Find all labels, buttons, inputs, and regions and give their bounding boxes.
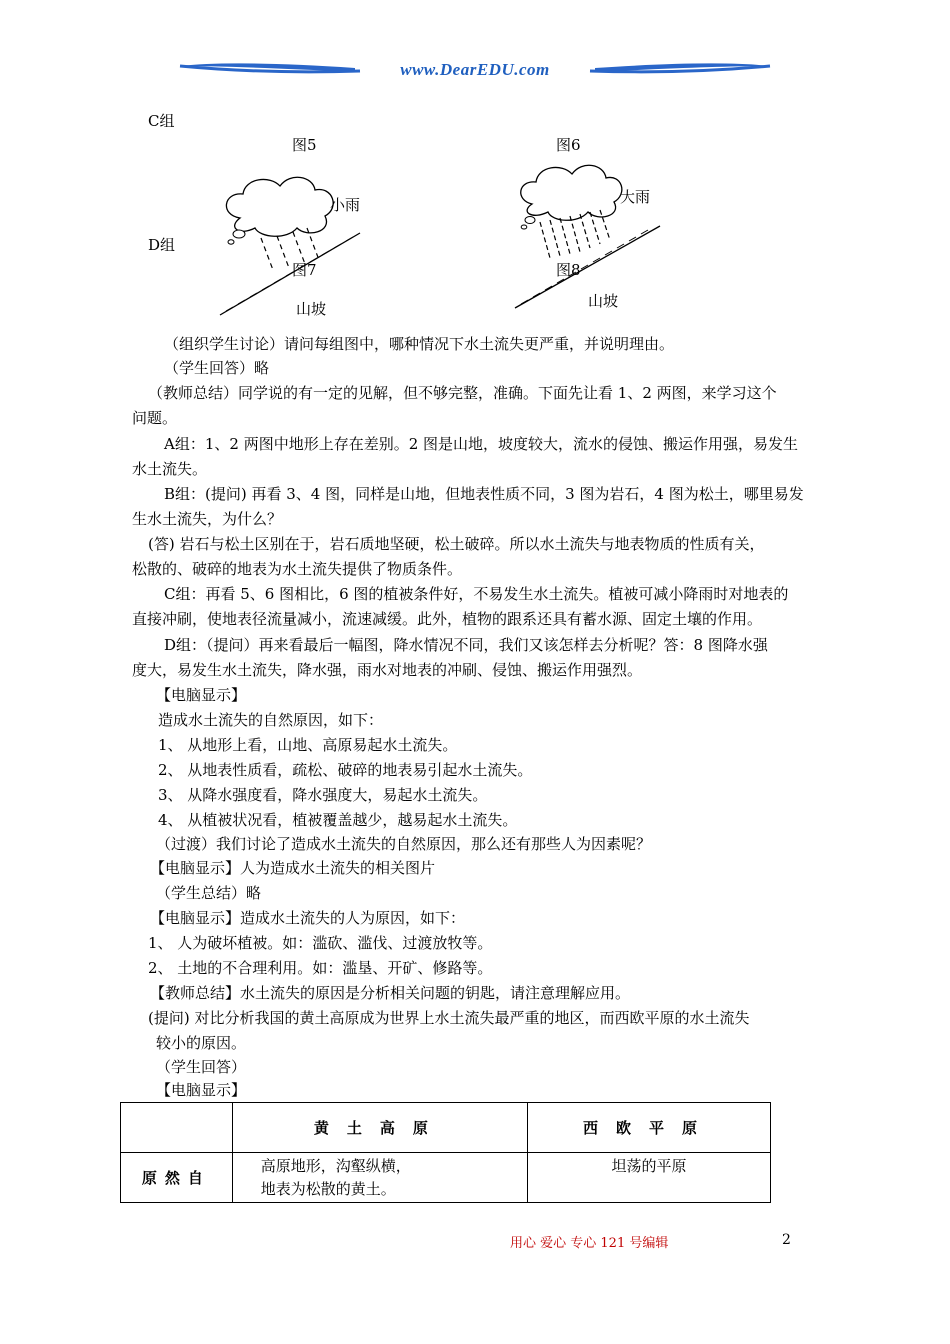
rain-light-label: 小雨	[330, 196, 361, 214]
text-line: 水土流失。	[132, 460, 208, 478]
cloud-icon-heavy	[521, 165, 622, 220]
text-line: C组：再看 5、6 图相比，6 图的植被条件好，不易发生水土流失。植被可减小降雨时对地表的	[164, 585, 789, 603]
text-line: B组：(提问) 再看 3、4 图，同样是山地，但地表性质不同，3 图为岩石，4 图为松土，哪里易发	[164, 485, 804, 503]
row-label-natural: 原然自	[121, 1153, 233, 1203]
cloud-puff-tiny	[228, 240, 234, 244]
text-line: 【电脑显示】造成水土流失的人为原因，如下：	[150, 909, 466, 927]
group-c-label: C组	[148, 112, 175, 130]
text-line: (提问) 对比分析我国的黄土高原成为世界上水土流失最严重的地区，而西欧平原的水土流失	[148, 1009, 750, 1027]
text-line: 3、 从降水强度看，降水强度大，易起水土流失。	[158, 786, 488, 804]
comparison-table	[120, 1102, 771, 1203]
slope-hatching-2	[521, 230, 648, 304]
text-line: 1、 人为破坏植被。如：滥砍、滥伐、过渡放牧等。	[148, 934, 493, 952]
text-line: （组织学生讨论）请问每组图中，哪种情况下水土流失更严重，并说明理由。	[164, 335, 675, 353]
site-url: www.DearEDU.com	[400, 60, 550, 79]
cell-plain-natural: 坦荡的平原	[528, 1153, 771, 1203]
cloud-icon	[226, 177, 333, 236]
cloud-puff-small	[233, 230, 245, 238]
text-line: 造成水土流失的自然原因，如下：	[158, 711, 384, 729]
text-line: A组：1、2 两图中地形上存在差别。2 图是山地，坡度较大，流水的侵蚀、搬运作用强，易发生	[164, 435, 799, 453]
text-line: 直接冲刷，使地表径流量减小，流速减缓。此外，植物的跟系还具有蓄水源、固定土壤的作用。	[132, 610, 763, 628]
text-line: 2、 从地表性质看，疏松、破碎的地表易引起水土流失。	[158, 761, 533, 779]
header-loess-plateau: 黄土高原	[232, 1103, 527, 1153]
fig7-label: 图7	[292, 261, 317, 279]
page-number: 2	[782, 1232, 791, 1248]
text-line: 【教师总结】水土流失的原因是分析相关问题的钥匙，请注意理解应用。	[150, 984, 631, 1002]
fig6-label: 图6	[556, 136, 581, 154]
text-line: 4、 从植被状况看，植被覆盖越少，越易起水土流失。	[158, 811, 518, 829]
cloud-puff-tiny-2	[521, 225, 527, 229]
text-line: (答) 岩石与松土区别在于，岩石质地坚硬，松土破碎。所以水土流失与地表物质的性质有关，	[148, 535, 765, 553]
text-line: 生水土流失，为什么？	[132, 510, 283, 528]
text-line: 【电脑显示】	[156, 1081, 247, 1099]
cloud-puff-small-2	[525, 217, 535, 224]
text-line: 问题。	[132, 409, 178, 427]
slope-right-label: 山坡	[588, 292, 619, 310]
table-header-row	[121, 1103, 771, 1153]
header-west-europe-plain: 西欧平原	[528, 1103, 771, 1153]
text-line: 度大，易发生水土流失，降水强，雨水对地表的冲刷、侵蚀、搬运作用强烈。	[132, 661, 643, 679]
slope-left-label: 山坡	[296, 300, 327, 318]
table-corner-cell	[121, 1103, 233, 1153]
fig8-label: 图8	[556, 261, 581, 279]
text-line: 【电脑显示】人为造成水土流失的相关图片	[150, 859, 436, 877]
text-line: （学生总结）略	[156, 884, 262, 902]
text-line: （过渡）我们讨论了造成水土流失的自然原因，那么还有那些人为因素呢？	[156, 835, 652, 853]
figure7-diagram	[215, 170, 375, 320]
cell-line: 高原地形，沟壑纵横，	[260, 1157, 411, 1175]
text-line: 较小的原因。	[156, 1034, 247, 1052]
header-logo	[175, 52, 775, 88]
text-line: D组：（提问）再来看最后一幅图，降水情况不同，我们又该怎样去分析呢？答：8 图降水强	[164, 636, 768, 654]
cell-loess-natural	[232, 1153, 527, 1203]
group-d-label: D组	[148, 236, 176, 254]
cell-line: 地表为松散的黄土。	[260, 1180, 396, 1198]
text-line: 【电脑显示】	[156, 686, 247, 704]
text-line: （教师总结）同学说的有一定的见解，但不够完整，准确。下面先让看 1、2 两图，来学习这个	[148, 384, 777, 402]
text-line: 1、 从地形上看，山地、高原易起水土流失。	[158, 736, 458, 754]
text-line: 2、 土地的不合理利用。如：滥垦、开矿、修路等。	[148, 959, 493, 977]
text-line: （学生回答）	[156, 1058, 247, 1076]
table-row	[121, 1153, 771, 1203]
text-line: 松散的、破碎的地表为水土流失提供了物质条件。	[132, 560, 463, 578]
fig5-label: 图5	[292, 136, 317, 154]
text-line: （学生回答）略	[164, 359, 270, 377]
rain-heavy-label: 大雨	[620, 188, 651, 206]
footer-text: 用心 爱心 专心 121 号编辑	[510, 1236, 669, 1251]
